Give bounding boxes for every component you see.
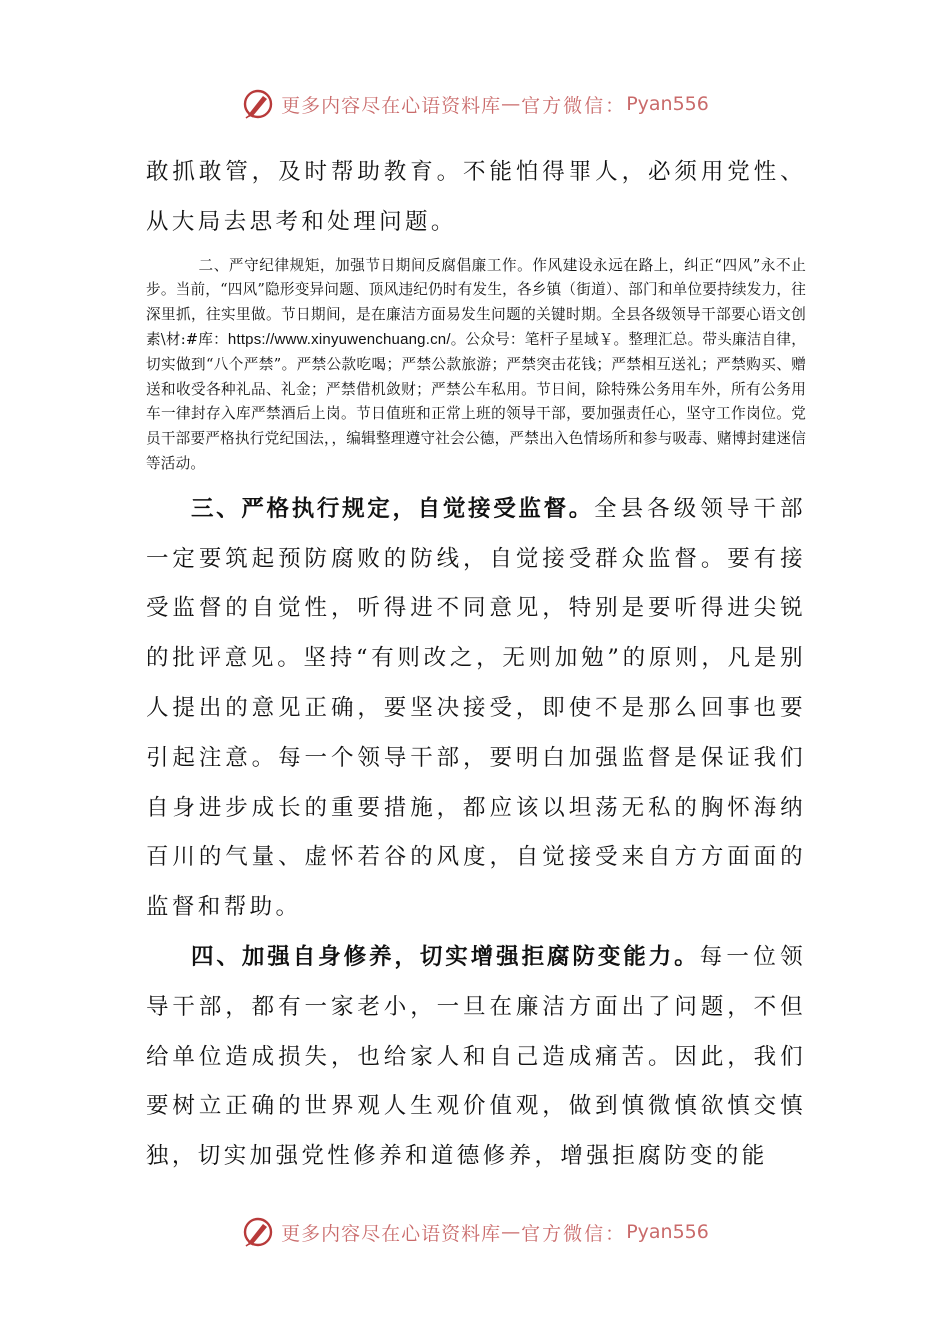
pen-logo-icon <box>241 1215 275 1249</box>
paragraph-section-four <box>146 933 806 1182</box>
section-three-body: 全县各级领导干部一定要筑起预防腐败的防线，自觉接受群众监督。要有接受监督的自觉性，听得进不同意见，特别是要听得进尖锐的批评意见。坚持“有则改之，无则加勉”的原则，凡是别人提出的意见正确，要坚决接受，即使不是那么回事也要引起注意。每一个领导干部，要明白加强监督是保证我们自身进步成长的重要措施，都应该以坦荡无私的胸怀海纳百川的气量、虚怀若谷的风度，自觉接受来自方方面面的监督和帮助。 <box>146 495 806 921</box>
paragraph-continuation: 敢抓敢管，及时帮助教育。不能怕得罪人，必须用党性、从大局去思考和处理问题。 <box>146 159 806 235</box>
section-three-heading: 三、严格执行规定，自觉接受监督。 <box>191 495 594 522</box>
banner-wechat-label: 官方微信： <box>521 1222 627 1245</box>
banner-slogan: 更多内容尽在心语资料库 <box>281 94 502 117</box>
banner-wechat-id: Pyan556 <box>626 1221 709 1243</box>
banner-slogan: 更多内容尽在心语资料库 <box>281 1222 502 1245</box>
section-two-text: 二、严守纪律规矩，加强节日期间反腐倡廉工作。作风建设永远在路上，纠正“四风”永不止步。当前，“四风”隐形变异问题、顶风违纪仍时有发生，各乡镇（街道）、部门和单位要持续发力，往深里抓，往实里做。节日期间，是在廉洁方面易发生问题的关键时期。全县各级领导干部要心语文创素\材:#库： <box>146 256 806 348</box>
section-two-text-rest: 。公众号：笔杆子星域￥。整理汇总。带头廉洁自律，切实做到“八个严禁”。严禁公款吃喝；严禁公款旅游；严禁突击花钱；严禁相互送礼；严禁购买、赠送和收受各种礼品、礼金；严禁借机敛财；严禁公车私用。节日间，除特殊公务用车外，所有公务用车一律封存入库严禁酒后上岗。节日值班和正常上班的领导干部，要加强责任心，坚守工作岗位。党员干部要严格执行党纪国法，，编辑整理遵守社会公德，严禁出入色情场所和参与吸毒、赌博封建迷信等活动。 <box>146 330 806 472</box>
banner-dash: — <box>501 93 522 115</box>
banner-wechat-id: Pyan556 <box>626 93 709 115</box>
section-four-heading: 四、加强自身修养，切实增强拒腐防变能力。 <box>191 943 700 970</box>
section-four-body: 每一位领导干部，都有一家老小，一旦在廉洁方面出了问题，不但给单位造成损失，也给家人和自己造成痛苦。因此，我们要树立正确的世界观人生观价值观，做到慎微慎欲慎交慎独，切实加强党性修养和道德修养，增强拒腐防变的能 <box>146 943 806 1170</box>
section-two-url: https://www.xinyuwenchuang.cn/ <box>227 330 451 348</box>
banner-dash: — <box>501 1221 522 1243</box>
document-body <box>146 148 806 1182</box>
pen-logo-icon <box>241 87 275 121</box>
paragraph-section-three <box>146 485 806 933</box>
footer-watermark-banner <box>0 1212 950 1252</box>
banner-wechat-label: 官方微信： <box>521 94 627 117</box>
header-watermark-banner <box>0 84 950 124</box>
paragraph-section-two <box>146 248 806 485</box>
